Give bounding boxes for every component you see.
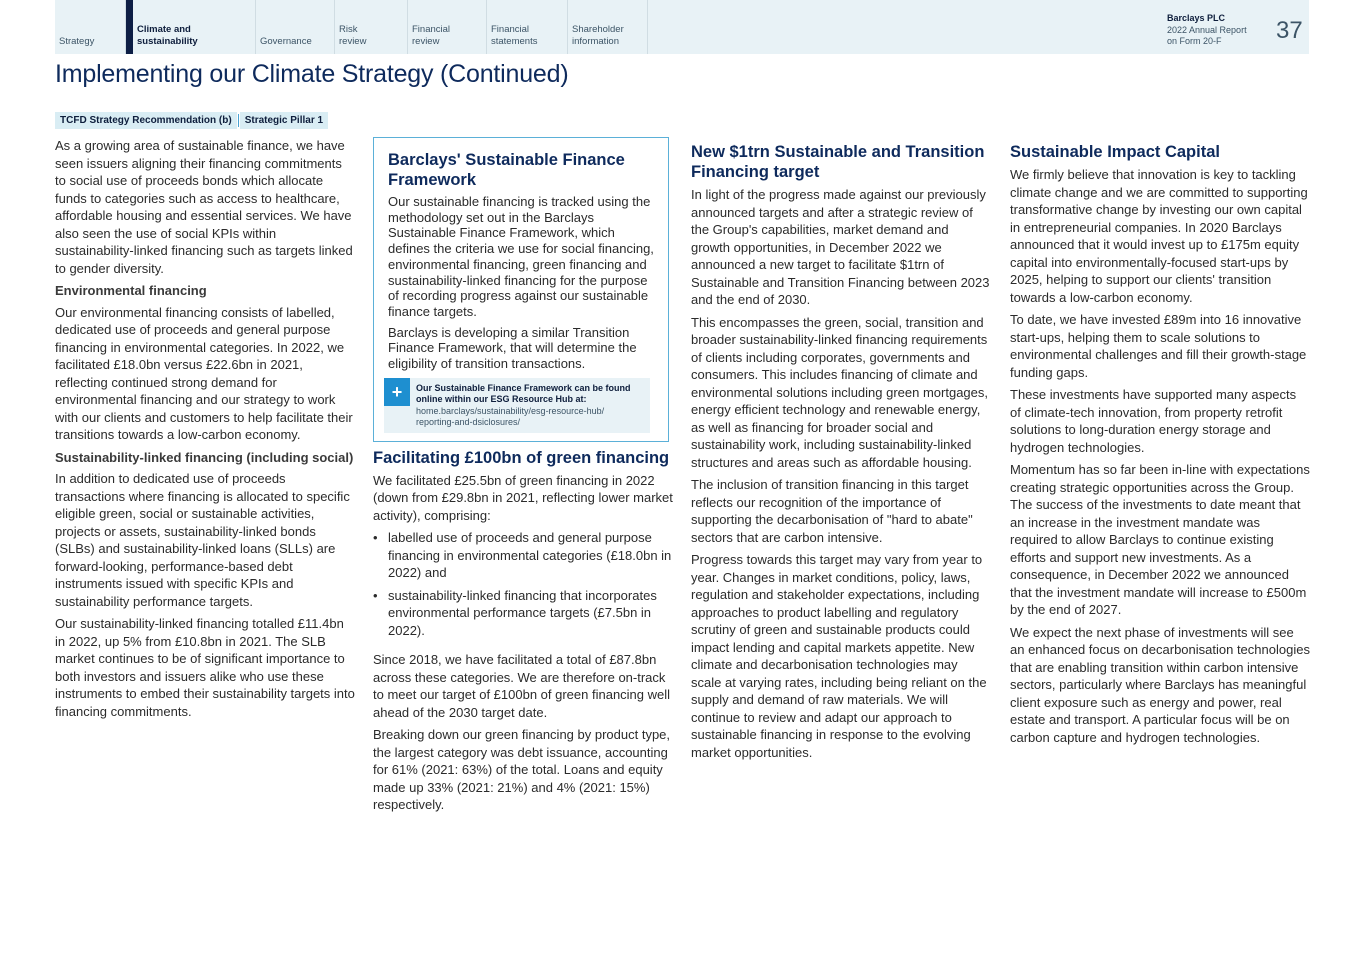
intro-paragraph: As a growing area of sustainable finance, we have seen issuers aligning their financing commitments to social use of proceeds bonds which allocate funds to categories such as access to healthcare, affordable housing and essential services. We have also seen the use of social KPIs within sustainability-linked financing such as targets linked to gender diversity. — [55, 138, 353, 276]
column-2 — [373, 137, 673, 819]
impact-capital-heading: Sustainable Impact Capital — [1010, 143, 1220, 161]
tag-strategic-pillar: Strategic Pillar 1 — [240, 112, 328, 129]
list-item: • labelled use of proceeds and general purpose financing in environmental categories (£18.0bn in 2022) and — [373, 529, 673, 582]
nav-tab-label: Shareholder information — [572, 24, 624, 47]
transition-paragraph-2: This encompasses the green, social, transition and broader sustainability-linked financing requirements of clients including corporates, governments and consumers. This includes financing of climate and environmental solutions including green mortgages, energy efficient technology and renewable energy, as well as financing for broader social and sustainability work, including sustainability-linked structures and areas such as affordable housing. — [691, 314, 989, 470]
column-1 — [55, 137, 355, 725]
transition-paragraph-3: The inclusion of transition financing in this target reflects our recognition of the importance of supporting the decarbonisation of "hard to abate" sectors that are carbon intensive. — [691, 477, 973, 545]
transition-paragraph-1: In light of the progress made against our previously announced targets and after a strategic review of the Group's capabilities, market demand and growth opportunities, in December 2022 we announced a new target to facilitate $1trn of Sustainable and Transition Financing between 2023 and the end of 2030. — [691, 187, 990, 307]
transition-paragraph-4: Progress towards this target may vary from year to year. Changes in market conditions, policy, laws, regulation and stakeholder expectations, including approaches to product labelling and regulatory scrutiny of green and sustainable products could impact lending and capital markets appetite. New climate and decarbonisation technologies may scale at varying rates, including being reliant on the supply and demand of raw materials. We will continue to review and adapt our approach to sustainable financing in response to the evolving market opportunities. — [691, 552, 987, 760]
active-tab-marker — [126, 0, 133, 54]
company-name: Barclays PLC — [1167, 13, 1226, 23]
sustainability-linked-paragraph-1: In addition to dedicated use of proceeds transactions where financing is allocated to specific eligible green, social or sustainable activities, projects or assets, sustainability-linked bonds (SLBs) and sustainability-linked loans (SLLs) are forward-looking, performance-based debt instruments issued with specific KPIs and sustainability performance targets. — [55, 471, 350, 609]
nav-tab-risk-review[interactable] — [335, 0, 408, 54]
impact-capital-paragraph-5: We expect the next phase of investments will see an enhanced focus on decarbonisation technologies that are enabling transition within carbon intensive sectors, particularly where Barclays has meaningful client exposure such as energy and power, real estate and transport. A particular focus will be on carbon capture and hydrogen technologies. — [1010, 624, 1310, 745]
green-financing-paragraph-2: Since 2018, we have facilitated a total of £87.8bn across these categories. We are therefore on-track to meet our target of £100bn of green financing well ahead of the 2030 target date. — [373, 652, 671, 720]
green-financing-list — [373, 529, 673, 639]
callout-title: Our Sustainable Finance Framework can be found online within our ESG Resource Hub at: — [416, 382, 631, 405]
tcfd-tags — [55, 112, 328, 129]
impact-capital-paragraph-1: We firmly believe that innovation is key to tackling climate change and we are committed to supporting transformative change by investing our own capital in entrepreneurial companies. In 2020 Barclays announced that it would invest up to £175m equity capital into environmentally-focused start-ups by 2025, helping to support our clients' transition towards a low-carbon economy. — [1010, 167, 1308, 305]
nav-tab-financial-statements[interactable] — [487, 0, 568, 54]
report-identifier — [1167, 13, 1247, 48]
framework-heading: Barclays' Sustainable Finance Framework — [388, 151, 625, 189]
report-title-line2: on Form 20-F — [1167, 36, 1222, 46]
green-financing-paragraph-3: Breaking down our green financing by product type, the largest category was debt issuance, accounting for 61% (2021: 63%) of the total. Loans and equity made up 33% (2021: 21%) and 4% (2021: 15%) respectively. — [373, 727, 671, 813]
sustainability-linked-paragraph-2: Our sustainability-linked financing totalled £11.4bn in 2022, up 5% from £10.8bn in 2021. The SLB market continues to be of significant importance to both investors and issuers alike who use these instruments to embed their sustainability targets into financing commitments. — [55, 616, 355, 719]
green-financing-paragraph-1: We facilitated £25.5bn of green financing in 2022 (down from £29.8bn in 2021, reflecting lower market activity), comprising: — [373, 472, 673, 523]
framework-paragraph-2: Barclays is developing a similar Transition Finance Framework, that will determine the eligibility of transition transactions. — [388, 324, 637, 372]
impact-capital-paragraph-3: These investments have supported many aspects of climate-tech innovation, from property retrofit solutions to long-duration energy storage and hydrogen technologies. — [1010, 387, 1297, 455]
resource-hub-link-line2[interactable]: reporting-and-dsiclosures/ — [416, 417, 521, 428]
tag-divider — [238, 114, 239, 127]
column-4 — [1010, 142, 1310, 751]
framework-paragraph-1: Our sustainable financing is tracked using the methodology set out in the Barclays Sustainable Finance Framework, which defines the criteria we use for social financing, environmental financing, green financing and sustainability-linked financing for the purpose of recording progress against our sustainable finance targets. — [388, 194, 654, 319]
nav-tab-shareholder-information[interactable] — [568, 0, 648, 54]
plus-icon[interactable]: + — [384, 378, 410, 406]
nav-tab-financial-review[interactable] — [408, 0, 487, 54]
resource-hub-link-line1[interactable]: home.barclays/sustainability/esg-resource-hub/ — [416, 405, 605, 416]
green-financing-heading: Facilitating £100bn of green financing — [373, 448, 670, 467]
page-title: Implementing our Climate Strategy (Continued) — [55, 60, 569, 88]
sustainability-linked-heading: Sustainability-linked financing (including social) — [55, 449, 354, 465]
nav-tab-label: Strategy — [59, 35, 95, 47]
nav-tab-strategy[interactable] — [55, 0, 126, 54]
nav-tab-label: Governance — [260, 35, 312, 47]
nav-tab-label: Climate and sustainability — [137, 24, 198, 47]
page-number: 37 — [1276, 17, 1303, 44]
transition-financing-heading: New $1trn Sustainable and Transition Financing target — [691, 143, 985, 181]
nav-tab-governance[interactable] — [256, 0, 335, 54]
environmental-financing-heading: Environmental financing — [55, 283, 207, 298]
list-item: • sustainability-linked financing that incorporates environmental performance targets (£7.5bn in 2022). — [373, 587, 673, 640]
sustainable-finance-framework-box — [373, 137, 669, 442]
tag-tcfd-recommendation: TCFD Strategy Recommendation (b) — [55, 112, 237, 129]
nav-tab-label: Financial review — [412, 24, 451, 47]
column-3 — [691, 142, 991, 766]
impact-capital-paragraph-4: Momentum has so far been in-line with expectations creating strategic opportunities across the Group. The success of the investments to date meant that an increase in the investment mandate was required to allow Barclays to continue existing efforts and support new investments. As a consequence, in December 2022 we announced that the investment mandate will increase to £500m by the end of 2027. — [1010, 462, 1310, 617]
impact-capital-paragraph-2: To date, we have invested £89m into 16 innovative start-ups, helping them to scale solutions to environmental challenges and fill their growth-stage funding gaps. — [1010, 312, 1307, 380]
resource-hub-callout[interactable] — [384, 378, 650, 433]
nav-tab-label: Financial statements — [491, 24, 538, 47]
report-title-line1: 2022 Annual Report — [1167, 24, 1247, 35]
callout-text — [410, 378, 650, 433]
environmental-financing-paragraph: Our environmental financing consists of labelled, dedicated use of proceeds and general purpose financing in environmental categories. In 2022, we facilitated £18.0bn versus £22.6bn in 2021, reflecting continued strong demand for environmental financing and our strategy to work with our clients and customers to help facilitate their transitions towards a low-carbon economy. — [55, 304, 353, 442]
nav-tab-climate-and-sustainability[interactable] — [133, 0, 256, 54]
nav-tab-label: Risk review — [339, 24, 367, 47]
